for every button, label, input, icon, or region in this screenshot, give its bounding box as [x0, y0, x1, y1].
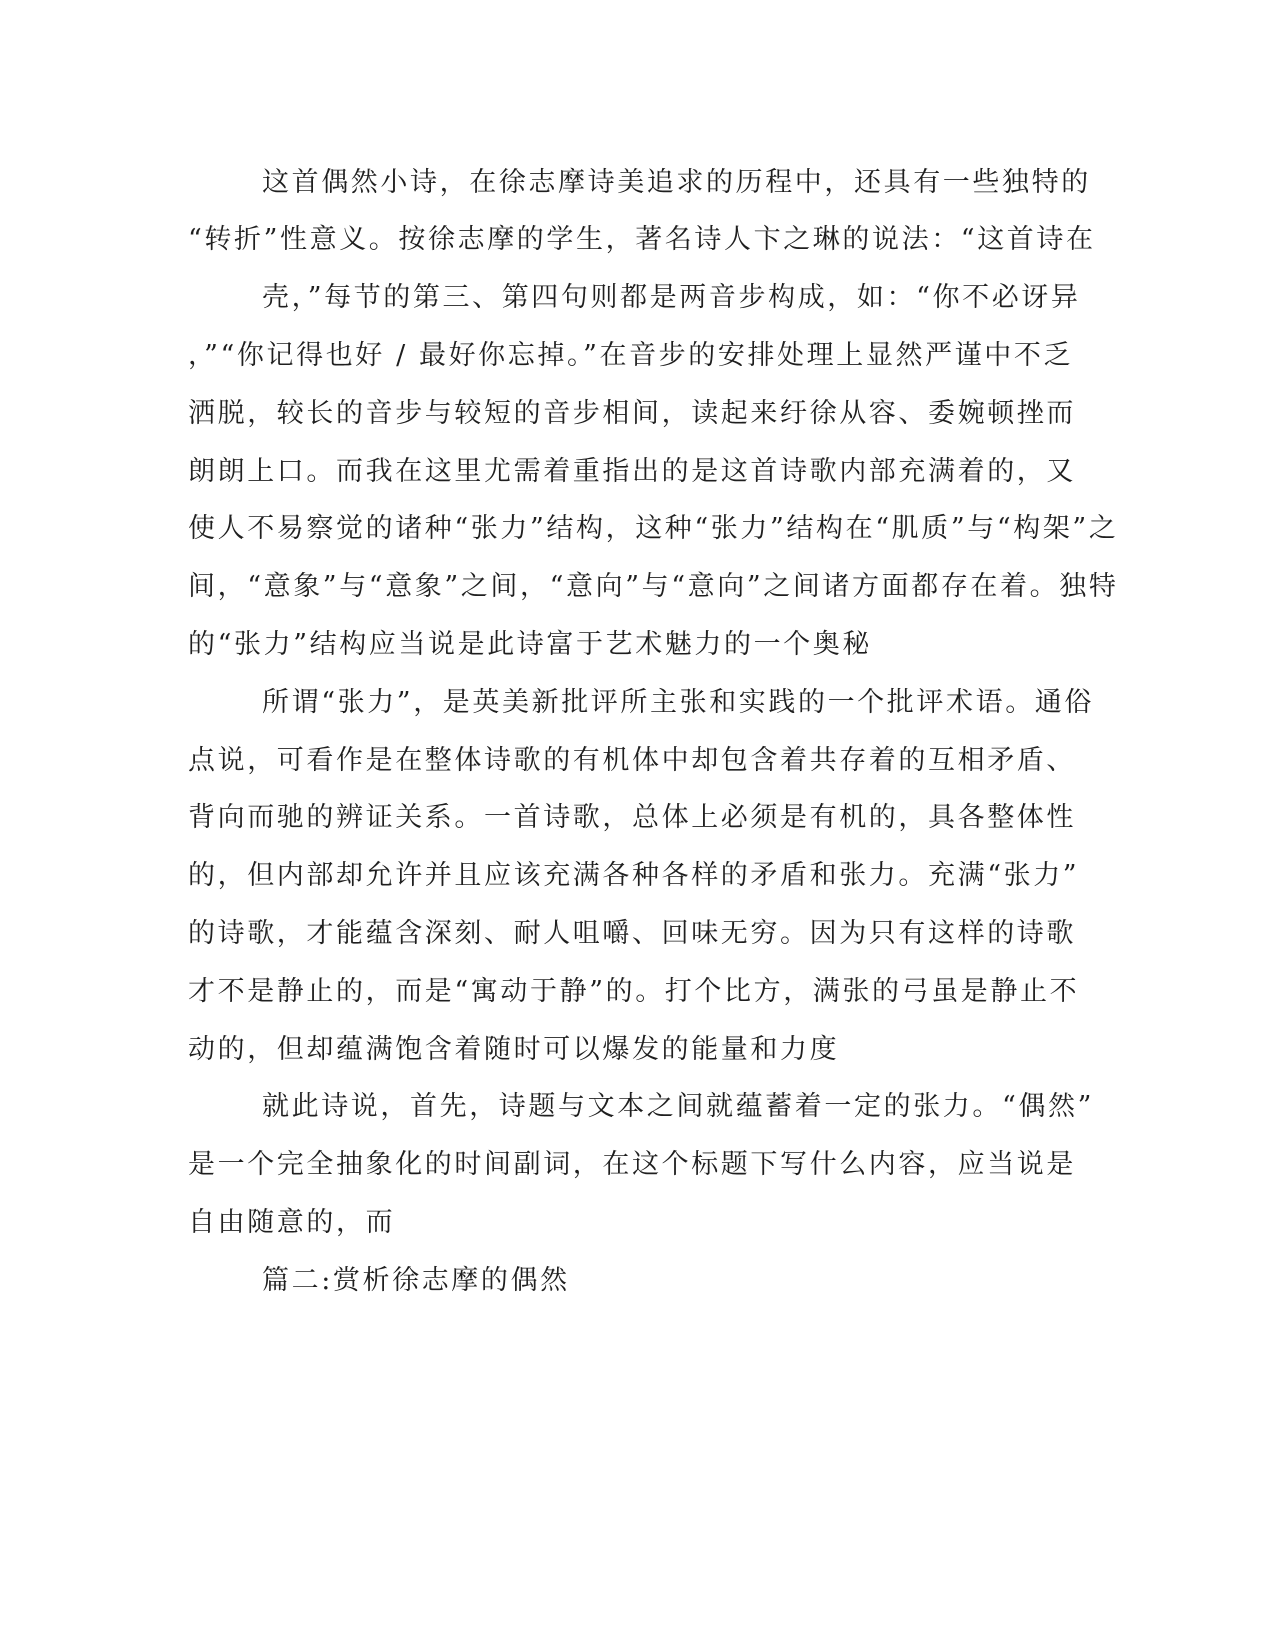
text-line: 动的，但却蕴满饱含着随时可以爆发的能量和力度	[188, 1034, 840, 1065]
text-line: 间，“意象”与“意象”之间，“意向”与“意向”之间诸方面都存在着。独特	[188, 571, 1119, 602]
text-line: 使人不易察觉的诸种“张力”结构，这种“张力”结构在“肌质”与“构架”之	[188, 513, 1119, 544]
text-line: 洒脱，较长的音步与较短的音步相间，读起来纡徐从容、委婉顿挫而	[188, 398, 1076, 429]
text-line: 背向而驰的辨证关系。一首诗歌，总体上必须是有机的，具各整体性	[188, 802, 1076, 833]
text-line: 朗朗上口。而我在这里尤需着重指出的是这首诗歌内部充满着的，又	[188, 456, 1076, 487]
text-line: 才不是静止的，而是“寓动于静”的。打个比方，满张的弓虽是静止不	[188, 976, 1080, 1007]
text-line: 的诗歌，才能蕴含深刻、耐人咀嚼、回味无穷。因为只有这样的诗歌	[188, 918, 1076, 949]
section-heading: 篇二:赏析徐志摩的偶然	[262, 1265, 570, 1296]
text-line: 是一个完全抽象化的时间副词，在这个标题下写什么内容，应当说是	[188, 1149, 1076, 1180]
text-line: 的“张力”结构应当说是此诗富于艺术魅力的一个奥秘	[188, 629, 873, 660]
text-line: 的，但内部却允许并且应该充满各种各样的矛盾和张力。充满“张力”	[188, 860, 1080, 891]
text-line: “转折”性意义。按徐志摩的学生，著名诗人卞之琳的说法：“这首诗在	[188, 224, 1096, 255]
text-line: 壳，”每节的第三、第四句则都是两音步构成，如：“你不必讶异	[262, 282, 1081, 313]
text-line: ，”“你记得也好 / 最好你忘掉。”在音步的安排处理上显然严谨中不乏	[188, 340, 1074, 371]
text-line: 所谓“张力”，是英美新批评所主张和实践的一个批评术语。通俗	[262, 687, 1095, 718]
text-line: 点说，可看作是在整体诗歌的有机体中却包含着共存着的互相矛盾、	[188, 745, 1076, 776]
text-line: 就此诗说，首先，诗题与文本之间就蕴蓄着一定的张力。“偶然”	[262, 1091, 1095, 1122]
text-line: 自由随意的，而	[188, 1207, 396, 1238]
text-line: 这首偶然小诗，在徐志摩诗美追求的历程中，还具有一些独特的	[262, 167, 1091, 198]
